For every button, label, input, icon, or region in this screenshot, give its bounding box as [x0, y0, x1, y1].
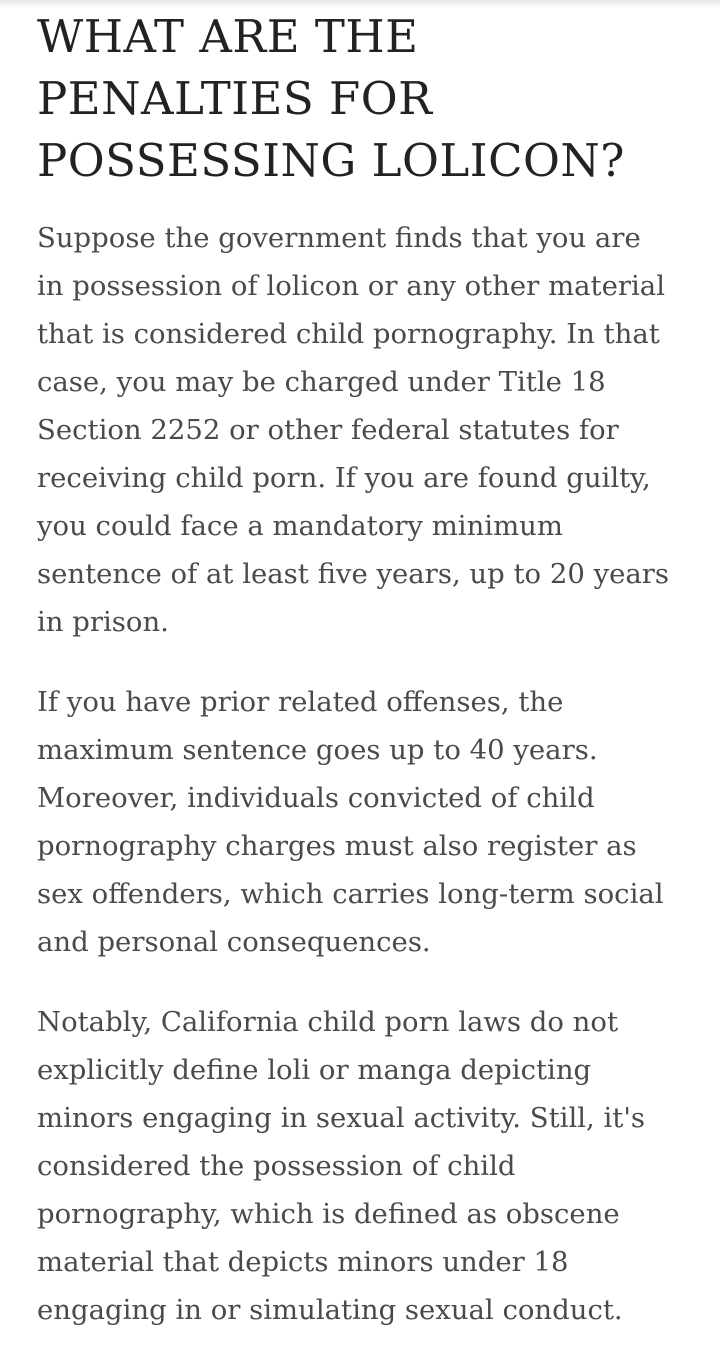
- text-line: If you have prior related offenses, the: [37, 686, 564, 718]
- text-line: receiving child porn. If you are found guilty,: [37, 462, 651, 494]
- text-line: maximum sentence goes up to 40 years.: [37, 734, 598, 766]
- heading-line: WHAT ARE THE: [37, 10, 419, 63]
- text-line: Suppose the government finds that you are: [37, 222, 641, 254]
- text-line: pornography, which is defined as obscene: [37, 1198, 620, 1230]
- text-line: minors engaging in sexual activity. Still, it's: [37, 1102, 646, 1134]
- text-line: Notably, California child porn laws do not: [37, 1006, 618, 1038]
- paragraph-prior-offenses: [37, 678, 687, 966]
- text-line: in prison.: [37, 606, 169, 638]
- text-line: material that depicts minors under 18: [37, 1246, 569, 1278]
- text-line: in possession of lolicon or any other material: [37, 270, 666, 302]
- text-line: you could face a mandatory minimum: [37, 510, 563, 542]
- text-line: case, you may be charged under Title 18: [37, 366, 606, 398]
- text-line: Section 2252 or other federal statutes for: [37, 414, 619, 446]
- text-line: explicitly define loli or manga depicting: [37, 1054, 592, 1086]
- heading-line: PENALTIES FOR: [37, 72, 433, 125]
- article-heading: [37, 6, 687, 192]
- text-line: sex offenders, which carries long-term social: [37, 878, 664, 910]
- text-line: Moreover, individuals convicted of child: [37, 782, 595, 814]
- text-line: considered the possession of child: [37, 1150, 516, 1182]
- paragraph-penalties: [37, 214, 687, 646]
- text-line: engaging in or simulating sexual conduct.: [37, 1294, 623, 1326]
- text-line: pornography charges must also register as: [37, 830, 637, 862]
- heading-line: POSSESSING LOLICON?: [37, 134, 625, 187]
- text-line: and personal consequences.: [37, 926, 431, 958]
- article-body: [37, 6, 687, 1366]
- paragraph-california-law: [37, 998, 687, 1334]
- text-line: that is considered child pornography. In that: [37, 318, 660, 350]
- text-line: sentence of at least five years, up to 20 years: [37, 558, 670, 590]
